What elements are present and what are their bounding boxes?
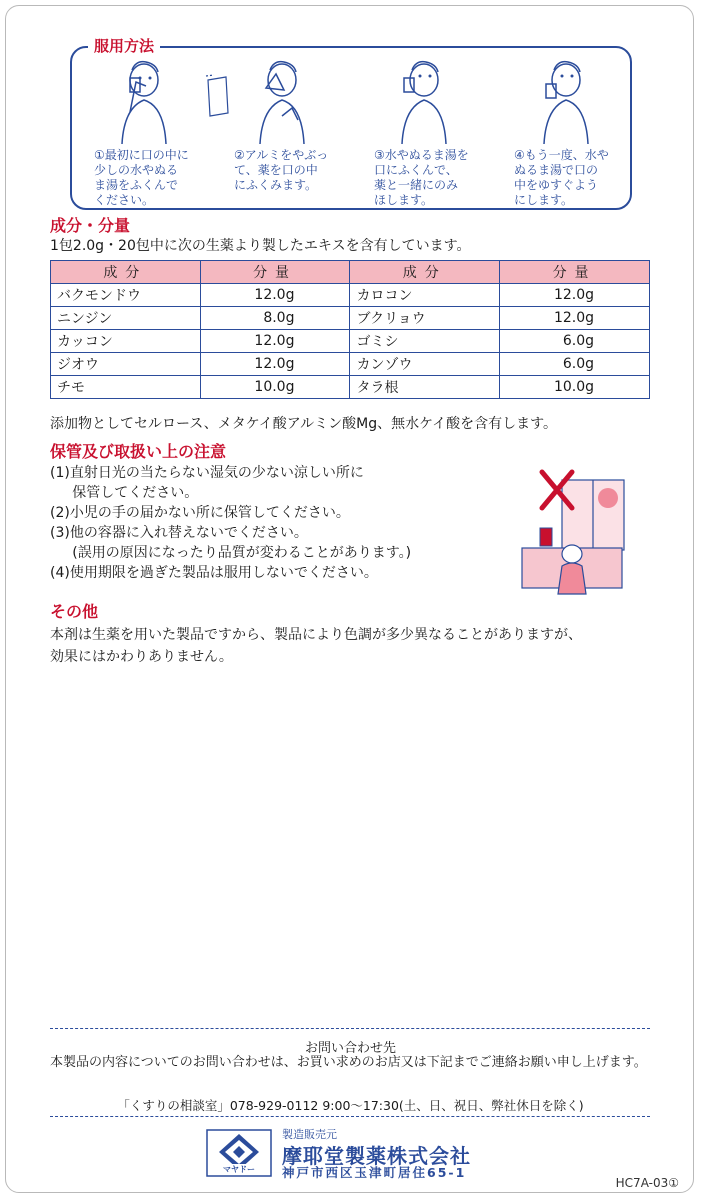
usage-step-1-text: ①最初に口の中に 少しの水やぬる ま湯をふくんで ください。 — [94, 148, 189, 207]
ingredient-name: カッコン — [51, 330, 201, 353]
usage-step-4-text: ④もう一度、水や ぬるま湯で口の 中をゆすぐよう にします。 — [514, 148, 609, 207]
ingredient-amount: 12.0g — [500, 284, 650, 307]
contact-title: お問い合わせ先 — [304, 1041, 396, 1056]
ingredient-amount: 6.0g — [500, 353, 650, 376]
ingredient-name: バクモンドウ — [51, 284, 201, 307]
man-tearing-packet-icon — [248, 56, 318, 144]
ingredient-amount: 12.0g — [500, 307, 650, 330]
man-drinking-water-icon — [108, 56, 178, 144]
precaution-line: (2)小児の手の届かない所に保管してください。 — [50, 505, 350, 521]
ingredient-amount: 12.0g — [200, 330, 350, 353]
precaution-line: (3)他の容器に入れ替えないでください。 — [50, 525, 308, 541]
table-row — [51, 330, 650, 353]
ingredient-name: カロコン — [350, 284, 500, 307]
divider-bottom — [50, 1116, 650, 1117]
usage-step-4 — [498, 56, 628, 208]
maker-address: 神戸市西区玉津町居住65-1 — [282, 1165, 467, 1180]
ingredient-name: ニンジン — [51, 307, 201, 330]
ingredients-intro: 1包2.0g・20包中に次の生薬より製したエキスを含有しています。 — [50, 238, 471, 254]
table-row — [51, 307, 650, 330]
precautions-list — [50, 463, 411, 583]
maker-role: 製造販売元 — [282, 1128, 337, 1141]
table-row — [51, 353, 650, 376]
table-row — [51, 376, 650, 399]
table-row — [51, 284, 650, 307]
ingredient-name: タラ根 — [350, 376, 500, 399]
contact-phone-line: 「くすりの相談室」078-929-0112 9:00～17:30(土、日、祝日、弊社休日を除く) — [117, 1098, 584, 1113]
ingredient-name: ブクリョウ — [350, 307, 500, 330]
usage-step-1 — [78, 56, 208, 208]
ingredient-name: ジオウ — [51, 353, 201, 376]
ingredient-amount: 12.0g — [200, 353, 350, 376]
other-text: 本剤は生薬を用いた製品ですから、製品により色調が多少異なることがありますが、 効果にはかわりありません。 — [50, 627, 582, 665]
col-header-name: 成分 — [350, 261, 500, 284]
usage-step-2-text: ②アルミをやぶっ て、薬を口の中 にふくみます。 — [234, 148, 329, 192]
col-header-amount: 分量 — [200, 261, 350, 284]
ingredient-amount: 10.0g — [200, 376, 350, 399]
precaution-line: (誤用の原因になったり品質が変わることがあります。) — [50, 545, 412, 561]
logo-text: マヤドー — [209, 1164, 269, 1175]
ingredient-amount: 10.0g — [500, 376, 650, 399]
usage-step-3-text: ③水やぬるま湯を 口にふくんで、 薬と一緒にのみ ほします。 — [374, 148, 469, 207]
ingredient-name: チモ — [51, 376, 201, 399]
precaution-line: 保管してください。 — [50, 485, 199, 501]
additives-text: 添加物としてセルロース、メタケイ酸アルミン酸Mg、無水ケイ酸を含有します。 — [50, 416, 558, 432]
other-heading: その他 — [50, 602, 99, 621]
company-logo — [205, 1128, 273, 1178]
col-header-amount: 分量 — [500, 261, 650, 284]
usage-step-2 — [218, 56, 348, 193]
usage-title: 服用方法 — [88, 35, 160, 57]
ingredient-amount: 8.0g — [200, 307, 350, 330]
ingredient-name: カンゾウ — [350, 353, 500, 376]
ingredient-amount: 6.0g — [500, 330, 650, 353]
ingredients-heading: 成分・分量 — [50, 216, 131, 235]
child-window-sunlight-icon — [512, 462, 630, 602]
ingredient-amount: 12.0g — [200, 284, 350, 307]
precautions-heading: 保管及び取扱い上の注意 — [50, 442, 227, 461]
man-swallowing-icon — [388, 56, 458, 144]
precaution-line: (4)使用期限を過ぎた製品は服用しないでください。 — [50, 565, 378, 581]
product-code: HC7A-03① — [615, 1176, 679, 1190]
maker-name: 摩耶堂製薬株式会社 — [282, 1144, 471, 1168]
contact-text: 本製品の内容についてのお問い合わせは、お買い求めのお店又は下記までご連絡お願い申し上げます。 — [50, 1055, 647, 1070]
table-header-row — [51, 261, 650, 284]
usage-step-3 — [358, 56, 488, 208]
usage-box — [70, 37, 632, 210]
ingredients-table — [50, 260, 650, 399]
divider-top — [50, 1028, 650, 1029]
col-header-name: 成分 — [51, 261, 201, 284]
man-rinsing-mouth-icon — [528, 56, 598, 144]
precaution-line: (1)直射日光の当たらない湿気の少ない涼しい所に — [50, 465, 364, 481]
ingredient-name: ゴミシ — [350, 330, 500, 353]
